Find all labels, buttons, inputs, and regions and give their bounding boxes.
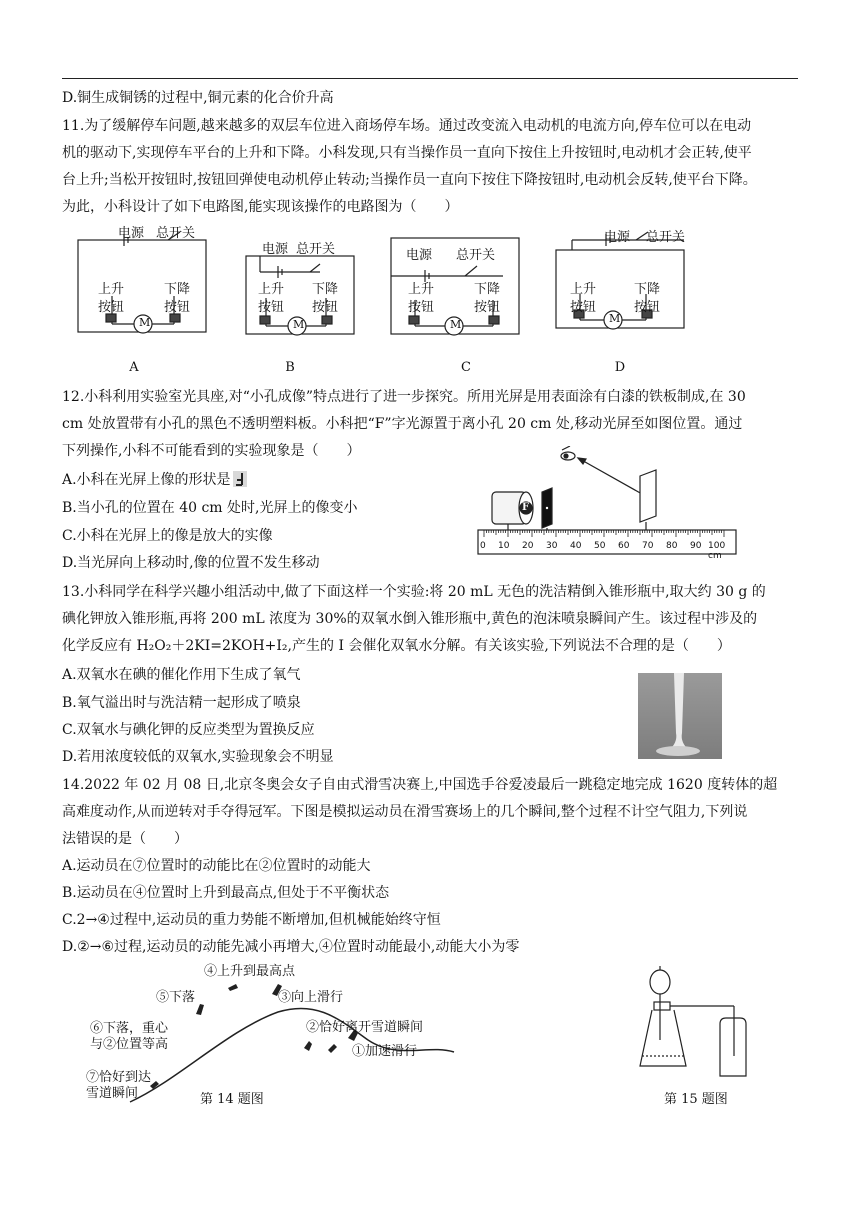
ruler-label-30: 30: [546, 541, 558, 551]
ruler-label-0: 0: [480, 541, 486, 551]
ski-label-1: ①加速滑行: [352, 1044, 418, 1059]
circuit-a-switch: 总开关: [156, 226, 196, 241]
circuit-c-switch: 总开关: [456, 248, 496, 263]
ski-label-6b: 与②位置等高: [90, 1037, 169, 1052]
ruler-labels: [478, 541, 740, 561]
circuit-d-motor: M: [609, 312, 621, 325]
q14-option-a: A.运动员在⑦位置时的动能比在②位置时的动能大: [62, 858, 371, 874]
ski-label-5: ⑤下落: [156, 990, 196, 1005]
light-source-letter: F: [522, 502, 530, 513]
q11-line-4: 为此，小科设计了如下电路图,能实现该操作的电路图为（ ）: [62, 199, 459, 215]
q13-option-c: C.双氧水与碘化钾的反应类型为置换反应: [62, 722, 315, 738]
inverted-f-image-icon: [233, 471, 247, 487]
circuit-c-motor: M: [450, 318, 462, 331]
q12-option-d: D.当光屏向上移动时,像的位置不发生移动: [62, 555, 320, 571]
ruler-label-80: 80: [666, 541, 678, 551]
ski-label-3: ③向上滑行: [278, 990, 344, 1005]
circuit-d-down-1: 下降: [634, 282, 661, 297]
q14-line-2: 高难度动作,从而逆转对手夺得冠军。下图是模拟运动员在滑雪赛场上的几个瞬间,整个过程不计空气阻力,下列说: [62, 804, 748, 820]
circuit-a-caption: A: [129, 360, 139, 375]
q13-option-d: D.若用浓度较低的双氧水,实验现象会不明显: [62, 749, 334, 765]
ski-label-7a: ⑦恰好到达: [86, 1070, 152, 1085]
q12-option-b: B.当小孔的位置在 40 cm 处时,光屏上的像变小: [62, 500, 358, 516]
q14-option-c: C.2→④过程中,运动员的重力势能不断增加,但机械能始终守恒: [62, 912, 441, 928]
q12-option-a-text: A.小科在光屏上像的形状是: [62, 472, 231, 488]
q13-line-3: 化学反应有 H₂O₂＋2KI=2KOH+I₂,产生的 I 会催化双氧水分解。有关该实验,下列说法不合理的是（ ）: [62, 638, 731, 654]
ruler-label-50: 50: [594, 541, 606, 551]
circuit-b-motor: M: [293, 318, 305, 331]
foam-fountain-photo: [638, 673, 722, 759]
ski-label-7b: 雪道瞬间: [86, 1086, 139, 1101]
ruler-label-100: 100 cm: [708, 541, 726, 561]
circuit-a-power: 电源: [118, 226, 145, 241]
circuit-d-power: 电源: [604, 230, 631, 245]
circuit-c-caption: C: [461, 360, 471, 375]
circuit-d-up-2: 按钮: [570, 300, 597, 315]
q12-line-1: 12.小科利用实验室光具座,对“小孔成像”特点进行了进一步探究。所用光屏是用表面涂有白漆的铁板制成,在 30: [62, 389, 746, 405]
q12-option-c: C.小科在光屏上的像是放大的实像: [62, 528, 273, 544]
q11-line-1: 11.为了缓解停车问题,越来越多的双层车位进入商场停车场。通过改变流入电动机的电流方向,停车位可以在电动: [62, 118, 752, 134]
circuit-d-up-1: 上升: [570, 282, 597, 297]
q14-line-1: 14.2022 年 02 月 08 日,北京冬奥会女子自由式滑雪决赛上,中国选手谷爱凌最后一跳稳定地完成 1620 度转体的超: [62, 777, 778, 793]
ruler-label-60: 60: [618, 541, 630, 551]
q14-line-3: 法错误的是（ ）: [62, 831, 188, 847]
gas-apparatus-figure: [630, 966, 760, 1084]
circuit-b-up-2: 按钮: [258, 300, 285, 315]
ruler-label-90: 90: [690, 541, 702, 551]
circuit-d-caption: D: [614, 360, 626, 375]
q11-line-3: 台上升;当松开按钮时,按钮回弹使电动机停止转动;当操作员一直向下按住下降按钮时,电动机会反转,使平台下降。: [62, 172, 757, 188]
ruler-label-20: 20: [522, 541, 534, 551]
circuit-c-power: 电源: [406, 248, 433, 263]
q13-option-a: A.双氧水在碘的催化作用下生成了氧气: [62, 667, 301, 683]
q11-line-2: 机的驱动下,实现停车平台的上升和下降。小科发现,只有当操作员一直向下按住上升按钮时,电动机才会正转,使平: [62, 145, 752, 161]
circuit-c-up-2: 按钮: [408, 300, 435, 315]
circuit-c-up-1: 上升: [408, 282, 435, 297]
circuit-b-power: 电源: [262, 242, 289, 257]
ruler-label-40: 40: [570, 541, 582, 551]
circuit-b-down-2: 按钮: [312, 300, 339, 315]
ruler-label-70: 70: [642, 541, 654, 551]
circuit-a-down-1: 下降: [164, 282, 191, 297]
q12-line-2: cm 处放置带有小孔的黑色不透明塑料板。小科把“F”字光源置于离小孔 20 cm 处,移动光屏至如图位置。通过: [62, 416, 743, 432]
ruler-label-10: 10: [498, 541, 510, 551]
circuit-c-down-2: 按钮: [474, 300, 501, 315]
circuit-a-motor: M: [139, 316, 151, 329]
ski-label-6a: ⑥下落，重心: [90, 1021, 169, 1036]
circuit-d-down-2: 按钮: [634, 300, 661, 315]
q13-line-1: 13.小科同学在科学兴趣小组活动中,做了下面这样一个实验:将 20 mL 无色的洗洁精倒入锥形瓶中,取大约 30 g 的: [62, 584, 766, 600]
q13-option-b: B.氧气溢出时与洗洁精一起形成了喷泉: [62, 695, 301, 711]
ski-label-4: ④上升到最高点: [204, 964, 296, 979]
gas-apparatus-diagram: [630, 966, 760, 1084]
q10-option-d: D.铜生成铜锈的过程中,铜元素的化合价升高: [62, 90, 334, 106]
circuit-b-switch: 总开关: [296, 242, 336, 257]
header-rule: [62, 78, 798, 79]
circuit-b-down-1: 下降: [312, 282, 339, 297]
q12-option-a: [62, 470, 247, 490]
q14-option-d: D.②→⑥过程,运动员的动能先减小再增大,④位置时动能最小,动能大小为零: [62, 939, 520, 955]
circuit-b-caption: B: [285, 360, 295, 375]
q14-option-b: B.运动员在④位置时上升到最高点,但处于不平衡状态: [62, 885, 390, 901]
ski-label-2: ②恰好离开雪道瞬间: [306, 1020, 424, 1035]
circuit-a-up-1: 上升: [98, 282, 125, 297]
circuit-b-up-1: 上升: [258, 282, 285, 297]
q13-line-2: 碘化钾放入锥形瓶,再将 200 mL 浓度为 30%的双氧水倒入锥形瓶中,黄色的泡沫喷泉瞬间产生。该过程中涉及的: [62, 611, 758, 627]
q15-figure-caption: 第 15 题图: [664, 1092, 728, 1107]
circuit-a-down-2: 按钮: [164, 300, 191, 315]
circuit-d-switch: 总开关: [646, 230, 686, 245]
q14-figure-caption: 第 14 题图: [200, 1092, 264, 1107]
circuit-c-down-1: 下降: [474, 282, 501, 297]
circuit-a-up-2: 按钮: [98, 300, 125, 315]
q12-line-3: 下列操作,小科不可能看到的实验现象是（ ）: [62, 443, 361, 459]
